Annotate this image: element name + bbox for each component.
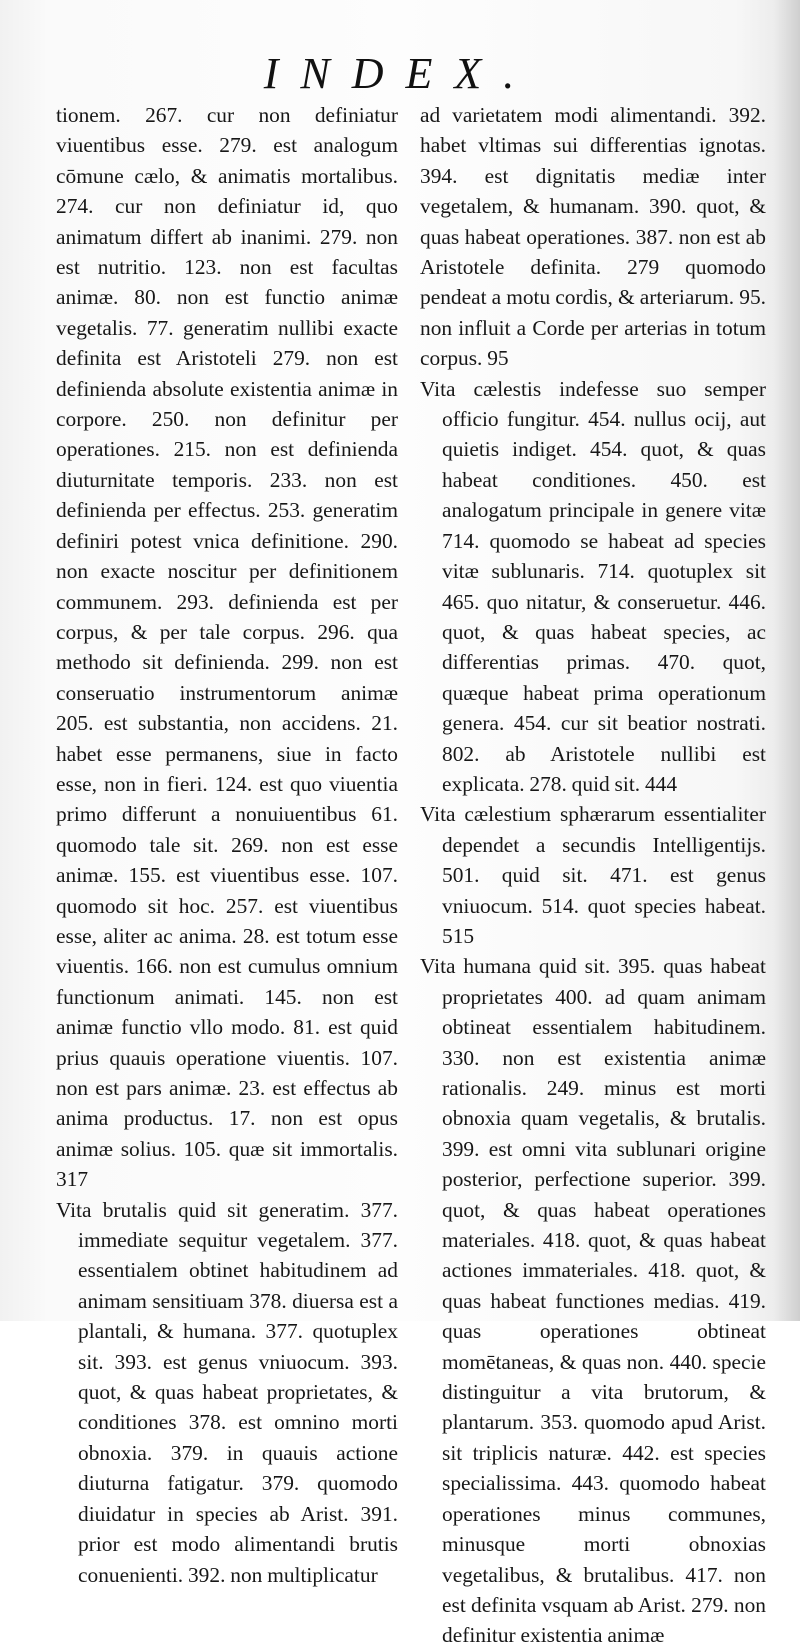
page-edge-shadow — [774, 0, 800, 1321]
index-column-left — [56, 100, 398, 1590]
index-entry: Vita cælestis indefesse suo semper officio fungitur. 454. nullus ocij, aut quietis indiget. 454. quot, & quas habeat conditiones. 450. est analogatum principale in genere vitæ 714. quomodo se habeat ad species vitæ sublunaris. 714. quotuplex sit 465. quo nitatur, & conseruetur. 446. quot, & quas habeat species, ac differentias primas. 470. quot, quæque habeat prima operationum genera. 454. cur sit beatior nostrati. 802. ab Aristotele nullibi est explicata. 278. quid sit. 444 — [420, 376, 766, 796]
index-column-right — [420, 100, 766, 1651]
index-entry: Vita brutalis quid sit generatim. 377. immediate sequitur vegetalem. 377. essentialem obtinet habitudinem ad animam sensitiuam 378. diuersa est a plantali, & humana. 377. quotuplex sit. 393. est genus vniuocum. 393. quot, & quas habeat proprietates, & conditiones 378. est omnino morti obnoxia. 379. in quauis actione diuturna fatigatur. 379. quomodo diuidatur in species ab Arist. 391. prior est modo alimentandi brutis conuenienti. 392. non multiplicatur — [56, 1197, 398, 1587]
index-entry: ad varietatem modi alimentandi. 392. habet vltimas sui differentias ignotas. 394. est dignitatis mediæ inter vegetalem, & humanam. 390. quot, & quas habeat operationes. 387. non est ab Aristotele definita. 279 quomodo pendeat a motu cordis, & arteriarum. 95. non influit a Corde per arterias in totum corpus. 95 — [420, 103, 766, 371]
index-entry: Vita cælestium sphærarum essentialiter dependet a secundis Intelligentijs. 501. quid sit. 471. est genus vniuocum. 514. quot species habeat. 515 — [420, 802, 766, 948]
index-entry: tionem. 267. cur non definiatur viuentibus esse. 279. est analogum cōmune cælo, & animatis mortalibus. 274. cur non definiatur id, quo animatum differt ab inanimi. 279. non est nutritio. 123. non est facultas animæ. 80. non est functio animæ vegetalis. 77. generatim nullibi exacte definita est Aristoteli 279. non est definienda absolute existentia animæ in corpore. 250. non definitur per operationes. 215. non est definienda diuturnitate temporis. 233. non est definienda per effectus. 253. generatim definiri potest vnica definitione. 290. non exacte noscitur per definitionem communem. 293. definienda est per corpus, & per tale corpus. 296. qua methodo sit definienda. 299. non est conseruatio instrumentorum animæ 205. est substantia, non accidens. 21. habet esse permanens, siue in facto esse, non in fieri. 124. est quo viuentia primo differunt a nonuiuentibus 61. quomodo tale sit. 269. non est esse animæ. 155. est viuentibus esse. 107. quomodo sit hoc. 257. est viuentibus esse, aliter ac anima. 28. est totum esse viuentis. 166. non est cumulus omnium functionum animati. 145. non est animæ functio vllo modo. 81. est quid prius quauis operatione viuentis. 107. non est pars animæ. 23. est effectus ab anima productus. 17. non est opus animæ solius. 105. quæ sit immortalis. 317 — [56, 103, 398, 1192]
page-title: INDEX. — [263, 49, 537, 98]
index-entry: Vita humana quid sit. 395. quas habeat proprietates 400. ad quam animam obtineat essentialem habitudinem. 330. non est existentia animæ rationalis. 249. minus est morti obnoxia quam vegetalis, & brutalis. 399. est omni vita sublunari origine posterior, perfectione superior. 399. quot, & quas habeat operationes materiales. 418. quot, & quas habeat actiones immateriales. 418. quot, & quas habeat functiones medias. 419. quas operationes obtineat momētaneas, & quas non. 440. specie distinguitur a vita brutorum, & plantarum. 353. quomodo apud Arist. sit triplicis naturæ. 442. est species specialissima. 443. quomodo habeat operationes minus communes, minusque morti obnoxias vegetalibus, & brutalibus. 417. non est definita vsquam ab Arist. 279. non definitur existentia animæ — [420, 954, 766, 1648]
